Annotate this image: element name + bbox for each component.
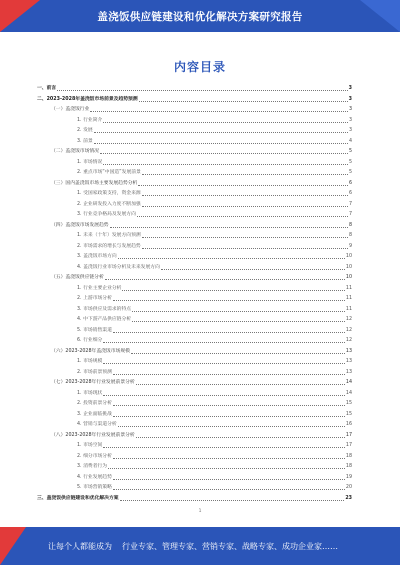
toc-leader-dots — [139, 101, 348, 102]
table-of-contents — [37, 84, 352, 504]
toc-subsection-row[interactable] — [37, 200, 352, 208]
toc-subsection-row[interactable] — [37, 126, 352, 134]
footer-red-accent — [0, 527, 26, 565]
toc-subsection-row[interactable] — [37, 231, 352, 239]
toc-entry-label: 2. 上游市场分析 — [77, 296, 112, 301]
toc-leader-dots — [103, 363, 345, 364]
toc-leader-dots — [57, 90, 347, 91]
toc-leader-dots — [132, 321, 345, 322]
toc-entry-label: 1. 行业主要企业分析 — [77, 285, 122, 291]
toc-entry-page: 6 — [348, 191, 352, 196]
toc-subsection-row[interactable] — [37, 410, 352, 418]
toc-leader-dots — [103, 447, 345, 448]
toc-leader-dots — [118, 426, 345, 427]
toc-leader-dots — [113, 489, 345, 490]
toc-leader-dots — [138, 185, 348, 186]
toc-entry-label: 2. 投资前景分析 — [77, 401, 112, 406]
toc-entry-label: 6. 行业细分 — [77, 338, 103, 343]
footer-slogan — [48, 541, 338, 552]
toc-subsection-row[interactable] — [37, 326, 352, 334]
toc-section-row[interactable] — [37, 378, 352, 386]
toc-entry-label: （八）2023-2028年行业发展前景分析 — [51, 432, 135, 438]
toc-entry-page: 11 — [345, 296, 352, 301]
toc-subsection-row[interactable] — [37, 441, 352, 449]
toc-leader-dots — [120, 500, 345, 501]
toc-entry-page: 23 — [345, 495, 352, 501]
toc-entry-page: 5 — [348, 149, 352, 154]
toc-entry-page: 3 — [348, 107, 352, 112]
toc-leader-dots — [103, 164, 348, 165]
toc-entry-page: 4 — [348, 138, 352, 144]
toc-subsection-row[interactable] — [37, 483, 352, 491]
toc-leader-dots — [136, 384, 345, 385]
toc-subsection-row[interactable] — [37, 252, 352, 260]
toc-entry-label: 1. 市场规模 — [77, 359, 103, 364]
toc-subsection-row[interactable] — [37, 389, 352, 397]
toc-entry-label: 1. 市场空间 — [77, 443, 103, 448]
toc-entry-page: 3 — [348, 86, 352, 91]
toc-subsection-row[interactable] — [37, 116, 352, 124]
toc-entry-label: （四）盖浇饭市场发展趋势 — [51, 222, 109, 228]
toc-leader-dots — [100, 153, 348, 154]
toc-subsection-row[interactable] — [37, 294, 352, 302]
toc-leader-dots — [113, 479, 345, 480]
toc-leader-dots — [90, 111, 348, 112]
toc-entry-label: （五）盖浇饭供应链分析 — [51, 275, 104, 280]
page-header — [0, 0, 400, 32]
toc-section-row[interactable] — [37, 221, 352, 229]
toc-entry-label: （七）2023-2028年行业发展前景分析 — [51, 380, 135, 385]
toc-chapter-row[interactable] — [37, 84, 352, 92]
toc-subsection-row[interactable] — [37, 399, 352, 407]
toc-entry-page: 15 — [345, 411, 352, 417]
toc-entry-label: 2. 市场前景预测 — [77, 369, 112, 375]
toc-subsection-row[interactable] — [37, 137, 352, 145]
toc-leader-dots — [105, 279, 345, 280]
toc-entry-page: 5 — [348, 170, 352, 175]
toc-subsection-row[interactable] — [37, 263, 352, 271]
toc-leader-dots — [113, 300, 345, 301]
toc-entry-label: 3. 前景 — [77, 138, 93, 144]
toc-leader-dots — [110, 227, 348, 228]
toc-chapter-row[interactable] — [37, 494, 352, 502]
toc-entry-page: 3 — [348, 96, 352, 102]
toc-leader-dots — [137, 216, 348, 217]
toc-leader-dots — [108, 468, 345, 469]
toc-subsection-row[interactable] — [37, 210, 352, 218]
toc-subsection-row[interactable] — [37, 315, 352, 323]
toc-leader-dots — [94, 132, 348, 133]
toc-leader-dots — [122, 290, 344, 291]
toc-subsection-row[interactable] — [37, 284, 352, 292]
toc-entry-page: 13 — [345, 348, 352, 354]
toc-subsection-row[interactable] — [37, 452, 352, 460]
toc-section-row[interactable] — [37, 179, 352, 187]
toc-leader-dots — [142, 237, 348, 238]
toc-entry-label: 4. 中下游产品供应链分析 — [77, 317, 132, 322]
toc-subsection-row[interactable] — [37, 368, 352, 376]
page-number: 1 — [198, 509, 202, 514]
toc-entry-label: 1. 受国家政策支持，资金来源 — [77, 191, 141, 196]
toc-section-row[interactable] — [37, 105, 352, 113]
toc-entry-label: （三）国内盖浇饭市场主要发展趋势分析 — [51, 180, 138, 186]
toc-subsection-row[interactable] — [37, 158, 352, 166]
toc-entry-page: 20 — [345, 485, 352, 490]
toc-entry-label: 2. 重点市场“中国造”发展前景 — [77, 170, 141, 175]
toc-subsection-row[interactable] — [37, 462, 352, 470]
footer-slogan-rest: 行业专家、管理专家、营销专家、战略专家、成功企业家…… — [122, 542, 338, 551]
report-title: 盖浇饭供应链建设和优化解决方案研究报告 — [97, 11, 303, 23]
toc-entry-page: 12 — [345, 327, 352, 333]
toc-entry-label: 2. 发展 — [77, 128, 93, 133]
toc-entry-page: 18 — [345, 453, 352, 459]
toc-leader-dots — [161, 269, 345, 270]
toc-entry-page: 10 — [345, 275, 352, 280]
toc-leader-dots — [132, 311, 345, 312]
toc-entry-label: 3. 企业面临挑战 — [77, 411, 112, 417]
toc-leader-dots — [113, 374, 345, 375]
toc-entry-page: 17 — [345, 432, 352, 438]
toc-entry-label: （二）盖浇饭市场情况 — [51, 149, 99, 154]
toc-entry-page: 6 — [348, 180, 352, 186]
toc-heading: 内容目录 — [173, 60, 226, 74]
toc-entry-label: 3. 消费者行为 — [77, 464, 108, 469]
toc-leader-dots — [131, 353, 345, 354]
toc-entry-label: （六）2023-2028年盖浇饭市场规模 — [51, 348, 130, 354]
toc-leader-dots — [94, 143, 348, 144]
toc-entry-page: 16 — [345, 422, 352, 427]
toc-entry-label: 一、前言 — [37, 86, 57, 91]
toc-entry-page: 8 — [348, 222, 352, 228]
toc-chapter-row[interactable] — [37, 95, 352, 103]
toc-entry-page: 17 — [345, 443, 352, 448]
toc-section-row[interactable] — [37, 347, 352, 355]
toc-leader-dots — [103, 395, 345, 396]
toc-section-row[interactable] — [37, 147, 352, 155]
toc-entry-page: 14 — [345, 380, 352, 385]
toc-leader-dots — [113, 458, 345, 459]
toc-entry-page: 5 — [348, 159, 352, 165]
toc-entry-label: 二、2023-2028年盖浇饭市场前景及趋势预测 — [37, 96, 138, 102]
toc-entry-label: 4. 营销与渠道分析 — [77, 422, 117, 427]
toc-entry-label: 3. 行业竞争格局及发展方向 — [77, 212, 136, 217]
toc-subsection-row[interactable] — [37, 420, 352, 428]
toc-entry-label: 2. 市场需求的增长与发展趋势 — [77, 243, 141, 249]
toc-entry-page: 7 — [348, 212, 352, 217]
toc-leader-dots — [118, 258, 345, 259]
toc-subsection-row[interactable] — [37, 473, 352, 481]
toc-entry-label: 3. 市场供应及需求的特点 — [77, 306, 132, 312]
footer-slogan-lead: 让每个人都能成为 — [48, 542, 112, 551]
toc-entry-page: 10 — [345, 264, 352, 270]
toc-entry-page: 13 — [345, 359, 352, 364]
toc-entry-page: 12 — [345, 317, 352, 322]
toc-entry-label: 2. 细分市场分析 — [77, 453, 112, 459]
toc-entry-label: 三、盖浇饭供应链建设和优化解决方案 — [37, 495, 119, 501]
toc-entry-page: 12 — [345, 338, 352, 343]
toc-leader-dots — [103, 122, 348, 123]
toc-leader-dots — [142, 195, 348, 196]
toc-subsection-row[interactable] — [37, 189, 352, 197]
toc-subsection-row[interactable] — [37, 305, 352, 313]
toc-entry-page: 18 — [345, 464, 352, 469]
page-footer — [0, 527, 400, 565]
toc-entry-label: 5. 市场营销策略 — [77, 485, 112, 490]
toc-subsection-row[interactable] — [37, 357, 352, 365]
toc-subsection-row[interactable] — [37, 242, 352, 250]
toc-entry-page: 9 — [348, 243, 352, 249]
toc-leader-dots — [142, 206, 348, 207]
toc-leader-dots — [103, 342, 345, 343]
toc-entry-label: （一）盖浇饭行业 — [51, 107, 90, 112]
toc-entry-page: 8 — [348, 233, 352, 238]
toc-entry-label: 1. 市场情况 — [77, 159, 103, 165]
toc-subsection-row[interactable] — [37, 336, 352, 344]
toc-entry-page: 10 — [345, 254, 352, 259]
toc-entry-label: 4. 盖浇饭行业市场分析及未来发展方向 — [77, 264, 160, 270]
toc-entry-page: 15 — [345, 401, 352, 406]
toc-entry-label: 3. 盖浇饭市场方向 — [77, 254, 117, 259]
toc-entry-page: 3 — [348, 117, 352, 123]
toc-section-row[interactable] — [37, 431, 352, 439]
toc-leader-dots — [113, 332, 345, 333]
toc-subsection-row[interactable] — [37, 168, 352, 176]
toc-entry-label: 1. 行业简介 — [77, 117, 103, 123]
toc-entry-label: 4. 行业发展趋势 — [77, 474, 112, 480]
toc-entry-label: 1. 未来（十年）发展方向预测 — [77, 233, 141, 238]
toc-leader-dots — [136, 437, 345, 438]
toc-entry-page: 13 — [345, 369, 352, 375]
toc-entry-page: 11 — [345, 285, 352, 291]
toc-entry-page: 14 — [345, 390, 352, 396]
toc-entry-page: 19 — [345, 474, 352, 480]
toc-section-row[interactable] — [37, 273, 352, 281]
toc-entry-page: 11 — [345, 306, 352, 312]
toc-leader-dots — [113, 416, 345, 417]
toc-leader-dots — [142, 174, 348, 175]
toc-entry-page: 3 — [348, 128, 352, 133]
toc-entry-label: 1. 市场现状 — [77, 390, 103, 396]
toc-entry-page: 7 — [348, 201, 352, 207]
toc-entry-label: 5. 市场销售渠道 — [77, 327, 112, 333]
toc-leader-dots — [142, 248, 348, 249]
toc-leader-dots — [113, 405, 345, 406]
toc-entry-label: 2. 企业研发投入力度不断加强 — [77, 201, 141, 207]
